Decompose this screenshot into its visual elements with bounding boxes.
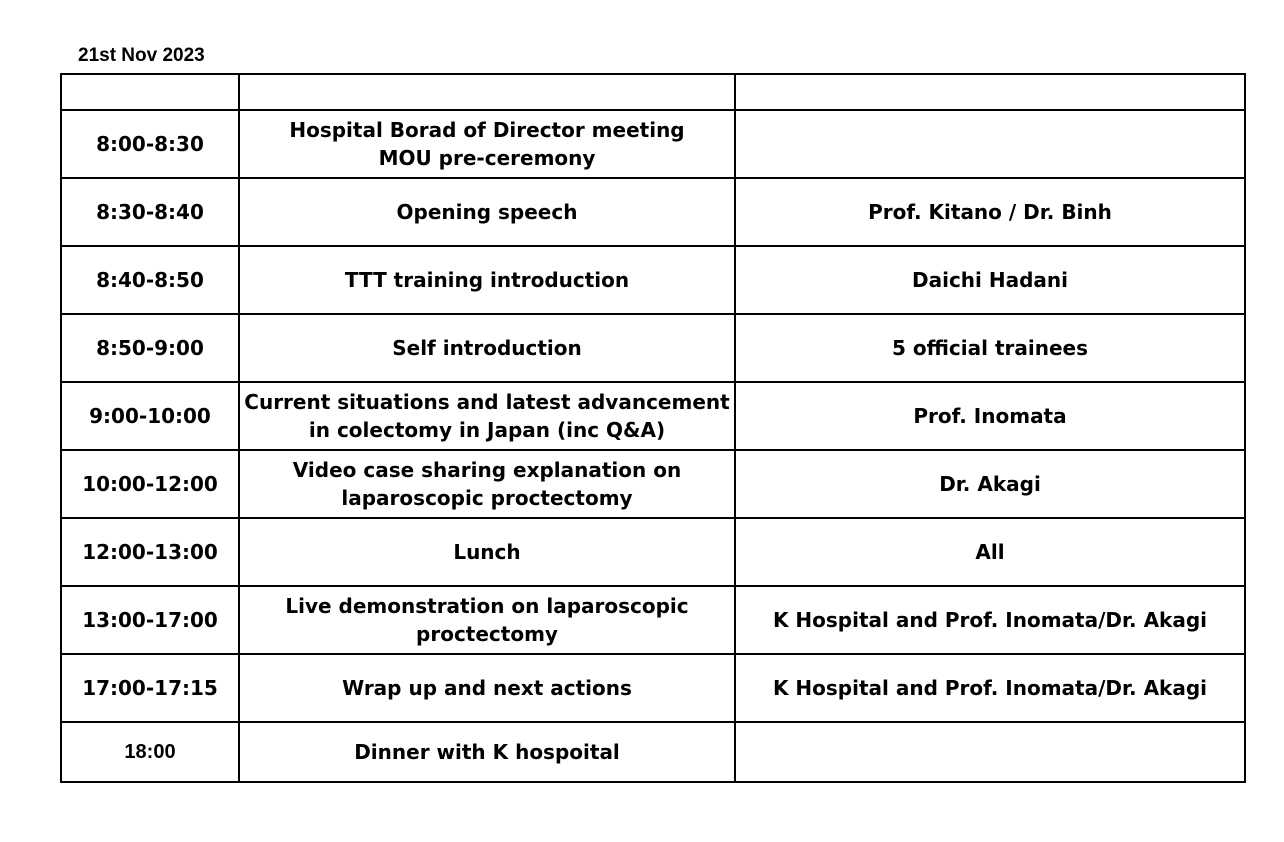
time-cell: 8:00-8:30 (61, 110, 239, 178)
event-cell: Lunch (239, 518, 735, 586)
table-row (61, 110, 1245, 178)
event-cell: Video case sharing explanation on laparoscopic proctectomy (239, 450, 735, 518)
time-cell: 8:30-8:40 (61, 178, 239, 246)
time-cell: 17:00-17:15 (61, 654, 239, 722)
time-cell: 8:50-9:00 (61, 314, 239, 382)
speaker-cell: Daichi Hadani (735, 246, 1245, 314)
table-row (61, 518, 1245, 586)
table-row (61, 586, 1245, 654)
table-row (61, 382, 1245, 450)
speaker-cell: Dr. Akagi (735, 450, 1245, 518)
table-row (61, 654, 1245, 722)
time-cell: 18:00 (61, 722, 239, 782)
table-row (61, 178, 1245, 246)
time-cell: 10:00-12:00 (61, 450, 239, 518)
speaker-cell: Prof. Kitano / Dr. Binh (735, 178, 1245, 246)
table-row (61, 246, 1245, 314)
event-cell: Self introduction (239, 314, 735, 382)
document-date: 21st Nov 2023 (78, 45, 205, 66)
speaker-cell: 5 official trainees (735, 314, 1245, 382)
table-row (61, 722, 1245, 782)
event-cell: Wrap up and next actions (239, 654, 735, 722)
speaker-cell: Prof. Inomata (735, 382, 1245, 450)
speaker-cell: K Hospital and Prof. Inomata/Dr. Akagi (735, 654, 1245, 722)
table-header-row (61, 74, 1245, 110)
header-cell-event (239, 74, 735, 110)
table-row (61, 450, 1245, 518)
speaker-cell: K Hospital and Prof. Inomata/Dr. Akagi (735, 586, 1245, 654)
time-cell: 8:40-8:50 (61, 246, 239, 314)
event-cell: TTT training introduction (239, 246, 735, 314)
time-cell: 13:00-17:00 (61, 586, 239, 654)
speaker-cell (735, 110, 1245, 178)
speaker-cell (735, 722, 1245, 782)
time-cell: 12:00-13:00 (61, 518, 239, 586)
event-cell: Dinner with K hospoital (239, 722, 735, 782)
header-cell-time (61, 74, 239, 110)
event-cell: Current situations and latest advancement in colectomy in Japan (inc Q&A) (239, 382, 735, 450)
header-cell-speaker (735, 74, 1245, 110)
speaker-cell: All (735, 518, 1245, 586)
schedule-table (60, 73, 1246, 783)
event-cell: Opening speech (239, 178, 735, 246)
event-cell: Hospital Borad of Director meeting MOU pre-ceremony (239, 110, 735, 178)
time-cell: 9:00-10:00 (61, 382, 239, 450)
table-row (61, 314, 1245, 382)
event-cell: Live demonstration on laparoscopic proctectomy (239, 586, 735, 654)
